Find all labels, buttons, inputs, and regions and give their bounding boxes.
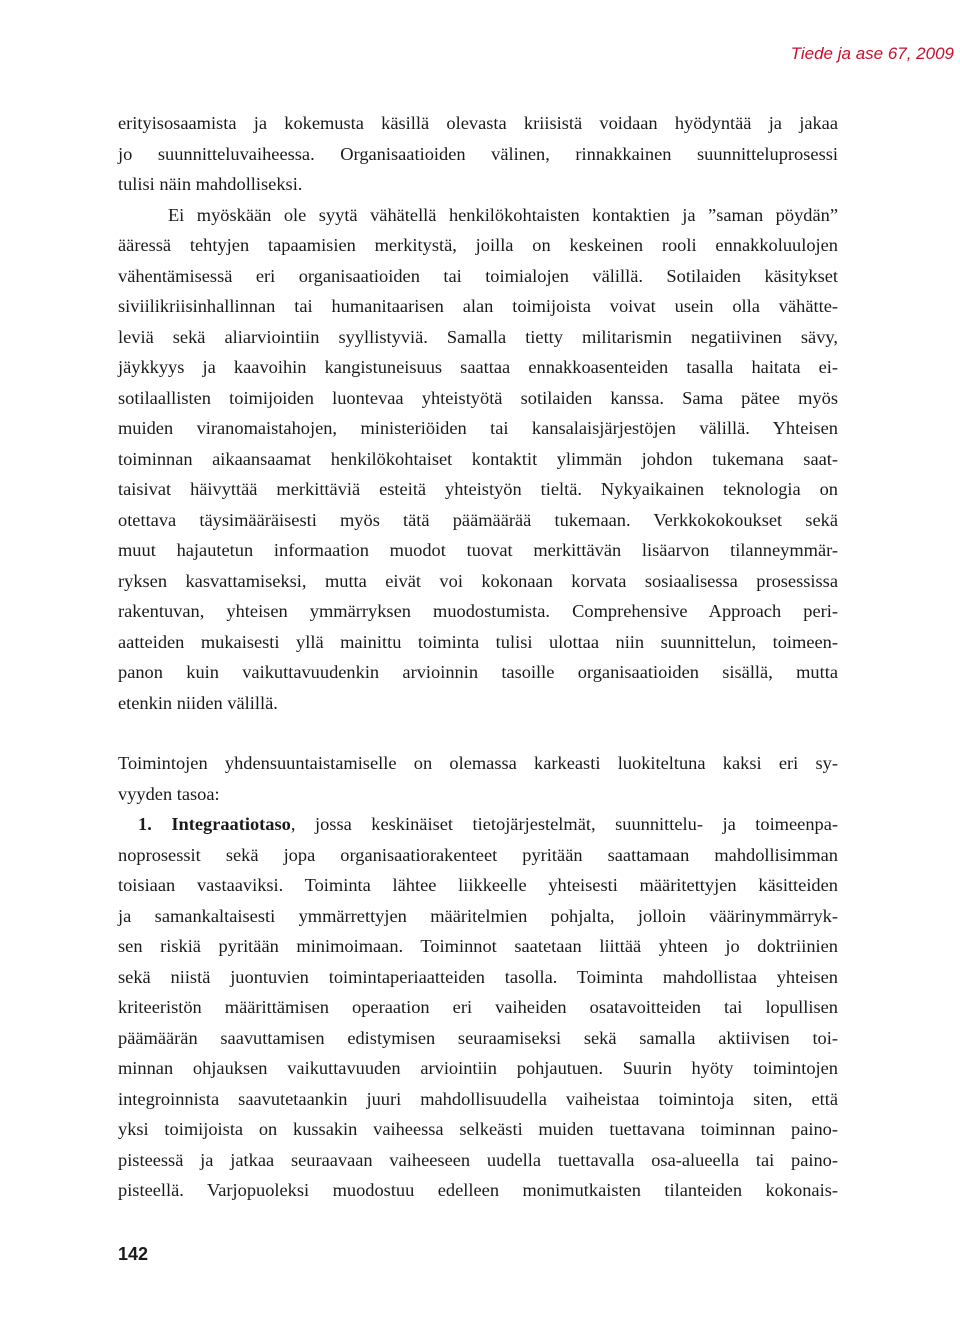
journal-header: Tiede ja ase 67, 2009 [790, 44, 954, 63]
list-number: 1. [138, 814, 152, 834]
text-line: kriteeristön määrittämisen operaation eri vaiheiden osatavoitteiden tai lopullisen [118, 997, 838, 1017]
text-line: Ei myöskään ole syytä vähätellä henkilökohtaisten kontaktien ja ”saman pöydän” [118, 204, 838, 225]
text-line: pisteellä. Varjopuoleksi muodostuu edelleen monimutkaisten tilanteiden kokonais- [118, 1180, 838, 1200]
text-line: sotilaallisten toimijoiden luontevaa yhteistyötä sotilaiden kanssa. Sama pätee myös [118, 387, 838, 408]
text-line: toiminnan aikaansaamat henkilökohtaiset kontaktit ylimmän johdon tukemana saat- [118, 448, 838, 469]
text-line: ja samankaltaisesti ymmärrettyjen määritelmien pohjalta, jolloin väärinymmärryk- [118, 905, 838, 926]
text-line: yksi toimijoista on kussakin vaiheessa selkeästi muiden tuettavana toiminnan paino- [118, 1119, 838, 1139]
text-line: minnan ohjauksen vaikuttavuuden arviointiin pohjautuen. Suurin hyöty toimintojen [118, 1058, 838, 1078]
text-line: vähentämisessä eri organisaatioiden tai toimialojen välillä. Sotilaiden käsitykset [118, 265, 838, 286]
body-text [118, 108, 838, 1206]
list-first-line-text: , jossa keskinäiset tietojärjestelmät, suunnittelu- ja toimeenpa- [290, 814, 838, 834]
text-line: ryksen kasvattamiseksi, mutta eivät voi kokonaan korvata sosiaalisessa prosessissa [118, 570, 838, 591]
text-line: leviä sekä aliarviointiin syyllistyviä. Samalla tietty militarismin negatiivinen sävy, [118, 326, 838, 347]
text-line: integroinnista saavutetaankin juuri mahdollisuudella vaiheistaa toimintoja siten, että [118, 1088, 838, 1109]
text-line: toisiaan vastaaviksi. Toiminta lähtee liikkeelle yhteisesti määritettyjen käsitteiden [118, 875, 838, 895]
paragraph-2 [118, 200, 838, 719]
text-line: vyyden tasoa: [118, 783, 220, 804]
text-line: panon kuin vaikuttavuudenkin arvioinnin tasoille organisaatioiden sisällä, mutta [118, 662, 838, 682]
list-term: Integraatiotaso [171, 814, 291, 834]
text-line: etenkin niiden välillä. [118, 692, 278, 713]
text-line: pisteessä ja jatkaa seuraavaan vaiheeseen uudella tuettavalla osa-alueella tai paino- [118, 1149, 838, 1170]
text-line: aatteiden mukaisesti yllä mainittu toiminta tulisi ulottaa niin suunnittelun, toimeen- [118, 631, 838, 652]
text-line: taisivat häivyttää merkittäviä esteitä yhteistyön tieltä. Nykyaikainen teknologia on [118, 479, 838, 499]
text-line: muiden viranomaistahojen, ministeriöiden tai kansalaisjärjestöjen välillä. Yhteisen [118, 418, 838, 438]
list-item-first-line [118, 809, 838, 840]
paragraph-1 [118, 108, 838, 200]
paragraph-3 [118, 748, 838, 809]
text-line: noprosessit sekä jopa organisaatiorakenteet pyritään saattamaan mahdollisimman [118, 844, 838, 865]
text-line: sen riskiä pyritään minimoimaan. Toiminnot saatetaan liittää yhteen jo doktriinien [118, 936, 838, 956]
page-number: 142 [118, 1244, 149, 1264]
text-line: otettava täysimääräisesti myös tätä päämäärää tukemaan. Verkkokokoukset sekä [118, 509, 838, 530]
text-line: Toimintojen yhdensuuntaistamiselle on olemassa karkeasti luokiteltuna kaksi eri sy- [118, 753, 838, 773]
text-line: ääressä tehtyjen tapaamisien merkitystä, joilla on keskeinen rooli ennakkoluulojen [118, 235, 838, 255]
text-line: jäykkyys ja kaavoihin kangistuneisuus saattaa ennakkoasenteiden tasalla haitata ei- [118, 357, 838, 377]
text-line: erityisosaamista ja kokemusta käsillä olevasta kriisistä voidaan hyödyntää ja jakaa [118, 113, 838, 133]
text-line: sekä niistä juontuvien toimintaperiaatteiden tasolla. Toiminta mahdollistaa yhteisen [118, 966, 838, 987]
numbered-list-item-1 [118, 809, 838, 1206]
text-line: siviilikriisinhallinnan tai humanitaarisen alan toimijoista voivat usein olla vähätte- [118, 296, 838, 316]
text-line: tulisi näin mahdolliseksi. [118, 174, 303, 194]
text-line: päämäärän saavuttamisen edistymisen seuraamiseksi sekä samalla aktiivisen toi- [118, 1027, 838, 1048]
paragraph-gap [118, 718, 838, 748]
text-line: muut hajautetun informaation muodot tuovat merkittävän lisäarvon tilanneymmär- [118, 540, 838, 560]
text-line: jo suunnitteluvaiheessa. Organisaatioiden välinen, rinnakkainen suunnitteluprosessi [118, 143, 838, 164]
text-line: rakentuvan, yhteisen ymmärryksen muodostumista. Comprehensive Approach peri- [118, 601, 838, 621]
